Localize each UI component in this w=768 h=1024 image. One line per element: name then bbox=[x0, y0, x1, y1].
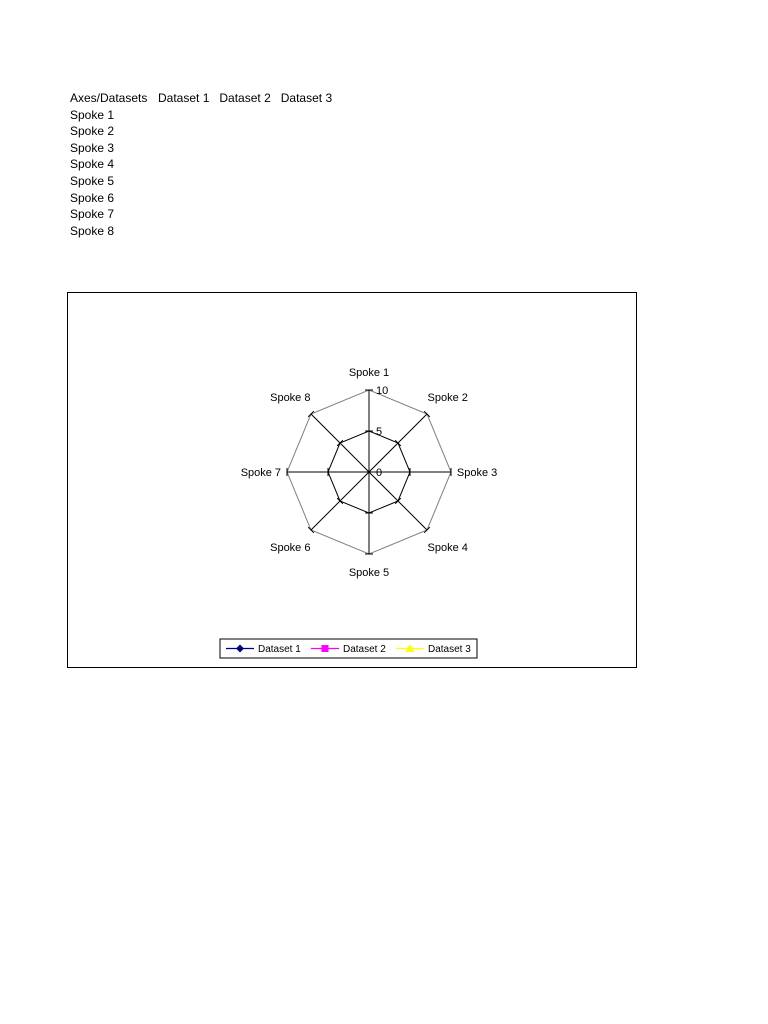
tick-label-10: 10 bbox=[376, 385, 389, 397]
spoke-label-5: Spoke 5 bbox=[348, 567, 390, 579]
row-label: Spoke 6 bbox=[70, 190, 115, 205]
table-header-dataset-2: Dataset 2 bbox=[219, 91, 271, 105]
legend-label-3: Dataset 3 bbox=[428, 644, 471, 655]
spoke-label-6: Spoke 6 bbox=[270, 541, 311, 554]
spoke-label-1: Spoke 1 bbox=[348, 367, 390, 379]
square-marker-icon bbox=[322, 645, 329, 652]
table-row bbox=[70, 173, 342, 190]
data-table bbox=[70, 90, 342, 239]
table-row bbox=[70, 190, 342, 207]
row-label: Spoke 8 bbox=[70, 223, 115, 238]
spoke-label-4: Spoke 4 bbox=[427, 541, 468, 554]
row-label: Spoke 3 bbox=[70, 140, 115, 155]
spoke-label-3: Spoke 3 bbox=[456, 467, 498, 479]
table-row bbox=[70, 156, 342, 173]
spoke-label-8: Spoke 8 bbox=[270, 392, 311, 405]
table-header-dataset-3: Dataset 3 bbox=[280, 91, 333, 105]
spoke-label-2: Spoke 2 bbox=[427, 392, 468, 405]
row-label: Spoke 1 bbox=[70, 107, 115, 122]
legend-label-2: Dataset 2 bbox=[343, 644, 386, 655]
row-label: Spoke 7 bbox=[70, 207, 115, 222]
radar-chart bbox=[68, 293, 638, 669]
row-label: Spoke 4 bbox=[70, 157, 115, 172]
radar-chart-area[interactable] bbox=[67, 292, 637, 668]
table-row bbox=[70, 206, 342, 223]
spoke-label-7: Spoke 7 bbox=[240, 467, 282, 479]
table-header-dataset-1: Dataset 1 bbox=[158, 91, 210, 105]
table-row bbox=[70, 140, 342, 157]
table-row bbox=[70, 107, 342, 124]
row-label: Spoke 5 bbox=[70, 173, 115, 188]
tick-label-5: 5 bbox=[376, 426, 383, 438]
tick-label-0: 0 bbox=[376, 467, 383, 479]
row-label: Spoke 2 bbox=[70, 124, 115, 139]
table-header-axes: Axes/Datasets bbox=[70, 91, 148, 105]
table-header-row bbox=[70, 90, 342, 107]
table-row bbox=[70, 223, 342, 240]
table-row bbox=[70, 123, 342, 140]
legend-label-1: Dataset 1 bbox=[258, 644, 301, 655]
